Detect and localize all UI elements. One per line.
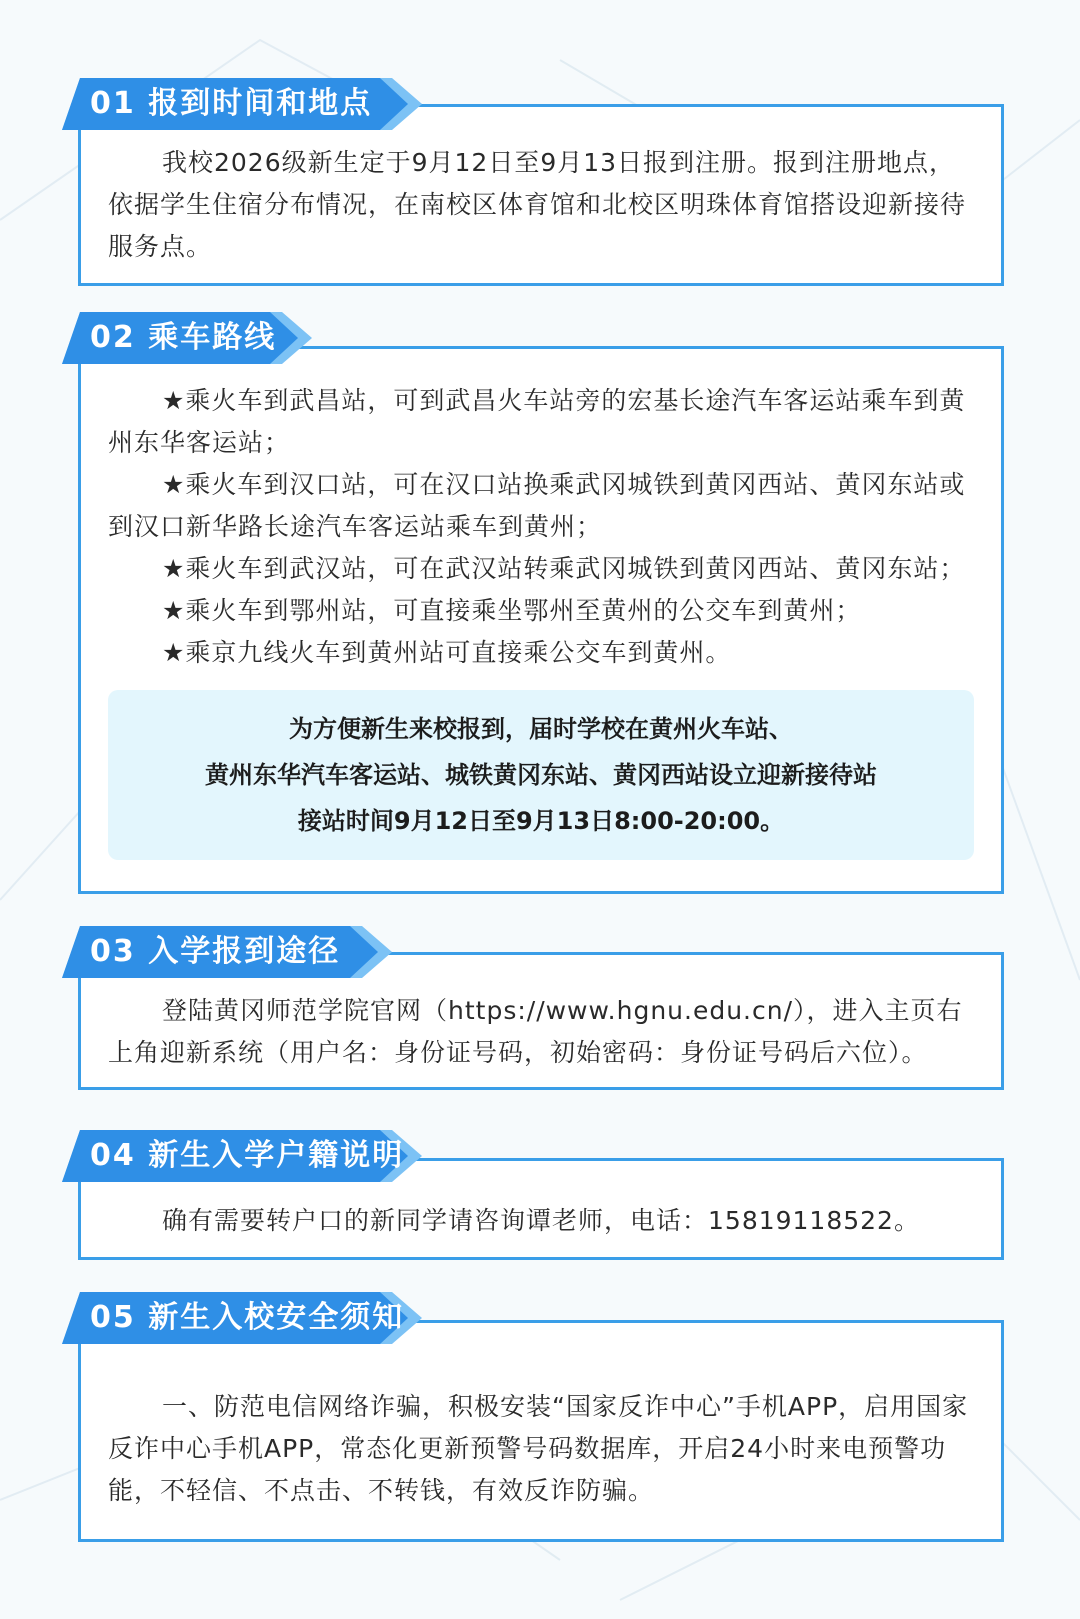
section-tab [78, 926, 340, 978]
section-enrollment-channel [78, 926, 1004, 1090]
section-title: 01 报到时间和地点 [90, 86, 373, 121]
route-item: ★乘京九线火车到黄州站可直接乘公交车到黄州。 [162, 638, 732, 667]
notice-line: 黄州东华汽车客运站、城铁黄冈东站、黄冈西站设立迎新接待站 [205, 761, 877, 789]
section-title: 02 乘车路线 [90, 320, 277, 355]
route-item: ★乘火车到武昌站，可到武昌火车站旁的宏基长途汽车客运站乘车到黄州东华客运站； [108, 386, 966, 457]
pickup-notice [108, 690, 974, 860]
paragraph: 一、防范电信网络诈骗，积极安装“国家反诈中心”手机APP，启用国家反诈中心手机APP，常态化更新预警号码数据库，开启24小时来电预警功能，不轻信、不点击、不转钱，有效反诈防骗。 [108, 1392, 969, 1505]
route-item: ★乘火车到汉口站，可在汉口站换乘武冈城铁到黄冈西站、黄冈东站或到汉口新华路长途汽车客运站乘车到黄州； [108, 470, 966, 541]
section-registration-time-place [78, 78, 1004, 286]
section-title: 03 入学报到途径 [90, 934, 341, 969]
section-tab [78, 1292, 404, 1344]
section-content [108, 142, 974, 268]
section-household-registration [78, 1130, 1004, 1260]
section-content [108, 1386, 974, 1512]
section-tab [78, 312, 276, 364]
paragraph: 确有需要转户口的新同学请咨询谭老师，电话：15819118522。 [162, 1206, 920, 1235]
route-item: ★乘火车到鄂州站，可直接乘坐鄂州至黄州的公交车到黄州； [162, 596, 862, 625]
section-content [108, 380, 974, 674]
section-title: 04 新生入学户籍说明 [90, 1138, 405, 1173]
section-tab [78, 78, 372, 130]
section-title: 05 新生入校安全须知 [90, 1300, 405, 1335]
route-item: ★乘火车到武汉站，可在武汉站转乘武冈城铁到黄冈西站、黄冈东站； [162, 554, 966, 583]
section-content [108, 990, 974, 1074]
section-content [108, 1200, 974, 1242]
notice-line: 为方便新生来校报到，届时学校在黄州火车站、 [289, 715, 793, 743]
notice-line: 接站时间9月12日至9月13日8:00-20:00。 [297, 807, 785, 835]
section-campus-safety [78, 1292, 1004, 1542]
section-tab [78, 1130, 404, 1182]
paragraph: 我校2026级新生定于9月12日至9月13日报到注册。报到注册地点，依据学生住宿分布情况，在南校区体育馆和北校区明珠体育馆搭设迎新接待服务点。 [108, 148, 967, 261]
section-transport-routes [78, 312, 1004, 894]
paragraph: 登陆黄冈师范学院官网（https://www.hgnu.edu.cn/），进入主页右上角迎新系统（用户名：身份证号码，初始密码：身份证号码后六位）。 [108, 996, 963, 1067]
